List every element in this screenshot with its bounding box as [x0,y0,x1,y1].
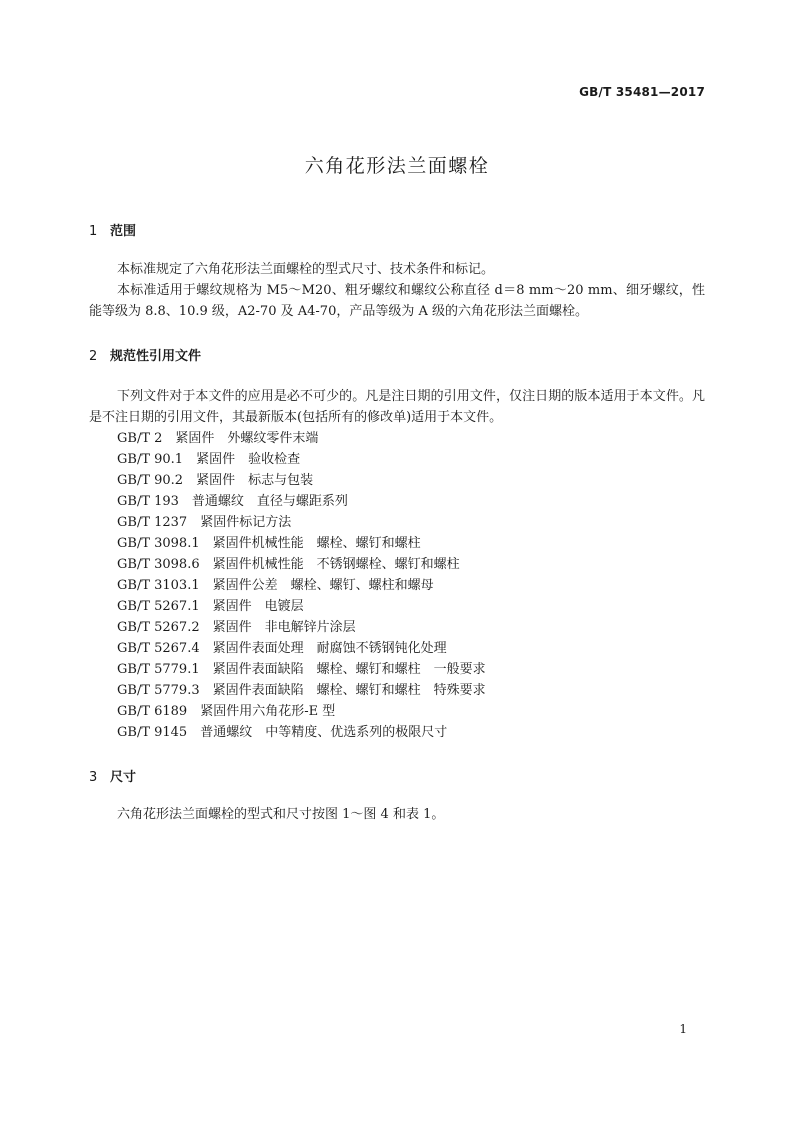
reference-item: GB/T 2 紧固件 外螺纹零件末端 [117,431,319,446]
reference-item: GB/T 3103.1 紧固件公差 螺栓、螺钉、螺柱和螺母 [117,578,434,593]
section-number: 3 [89,770,98,785]
reference-item: GB/T 5267.4 紧固件表面处理 耐腐蚀不锈钢钝化处理 [117,641,447,656]
reference-item: GB/T 3098.1 紧固件机械性能 螺栓、螺钉和螺柱 [117,536,421,551]
reference-item: GB/T 5267.1 紧固件 电镀层 [117,599,304,614]
section-3-body [89,804,705,825]
page-number: 1 [679,1022,687,1036]
document-title: 六角花形法兰面螺栓 [304,155,490,177]
section-3-heading [89,766,136,785]
section-1-body [89,259,705,322]
reference-item: GB/T 90.2 紧固件 标志与包装 [117,473,314,488]
section-title: 尺寸 [110,770,137,785]
reference-item: GB/T 5267.2 紧固件 非电解锌片涂层 [117,620,356,635]
paragraph: 本标准规定了六角花形法兰面螺栓的型式尺寸、技术条件和标记。 [117,262,495,277]
section-2-heading [89,345,201,364]
reference-item: GB/T 90.1 紧固件 验收检查 [117,452,301,467]
reference-item: GB/T 193 普通螺纹 直径与螺距系列 [117,494,348,509]
paragraph: 下列文件对于本文件的应用是必不可少的。凡是注日期的引用文件，仅注日期的版本适用于本文件。凡是不注日期的引用文件，其最新版本(包括所有的修改单)适用于本文件。 [89,389,705,425]
section-1-heading [89,220,136,239]
section-2-body [89,386,705,428]
paragraph: 本标准适用于螺纹规格为 M5～M20、粗牙螺纹和螺纹公称直径 d＝8 mm～20 mm、细牙螺纹，性能等级为 8.8、10.9 级，A2-70 及 A4-70，产品等级为 A 级的六角花形法兰面螺栓。 [89,283,705,319]
reference-item: GB/T 1237 紧固件标记方法 [117,515,292,530]
section-title: 规范性引用文件 [110,349,202,364]
standard-code: GB/T 35481—2017 [579,85,705,99]
reference-item: GB/T 3098.6 紧固件机械性能 不锈钢螺栓、螺钉和螺柱 [117,557,460,572]
paragraph: 六角花形法兰面螺栓的型式和尺寸按图 1～图 4 和表 1。 [117,807,445,822]
reference-item: GB/T 6189 紧固件用六角花形-E 型 [117,704,336,719]
reference-item: GB/T 9145 普通螺纹 中等精度、优选系列的极限尺寸 [117,725,448,740]
section-number: 2 [89,349,98,364]
section-title: 范围 [110,224,137,239]
section-number: 1 [89,224,98,239]
reference-item: GB/T 5779.3 紧固件表面缺陷 螺栓、螺钉和螺柱 特殊要求 [117,683,486,698]
reference-item: GB/T 5779.1 紧固件表面缺陷 螺栓、螺钉和螺柱 一般要求 [117,662,486,677]
normative-references-list [117,428,486,743]
